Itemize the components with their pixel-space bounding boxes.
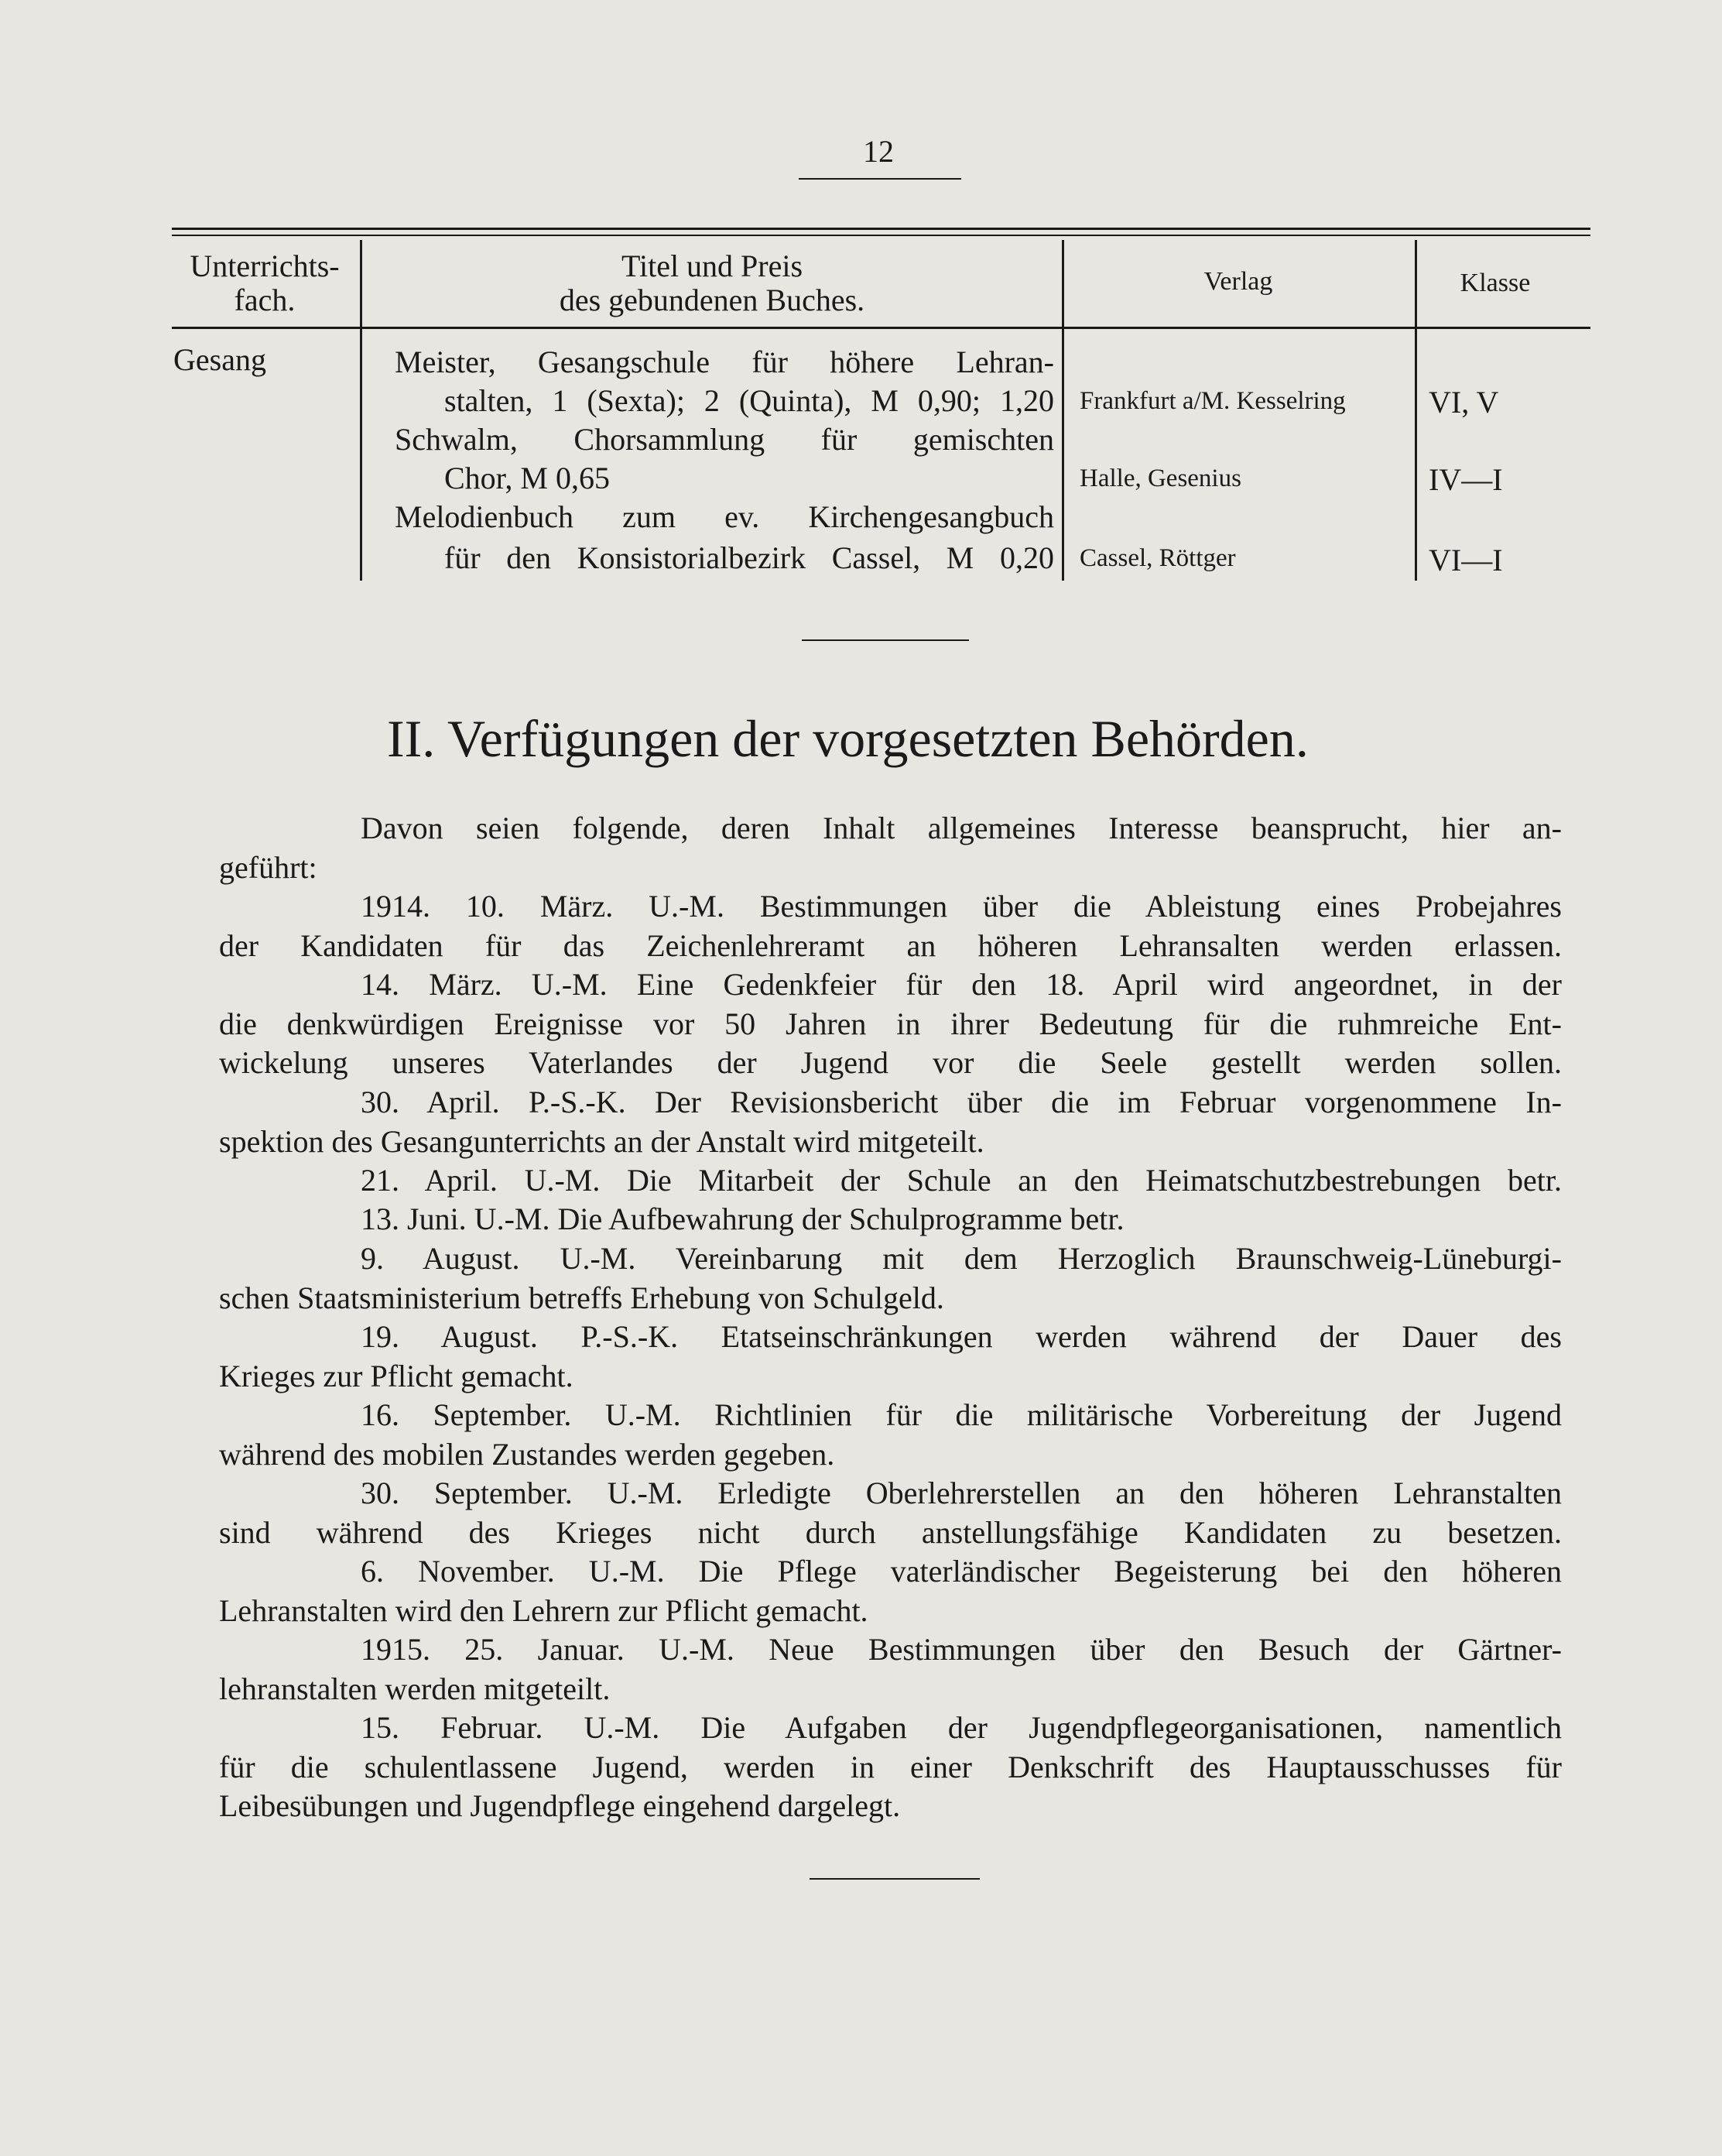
paragraph-line: 21. April. U.-M. Die Mitarbeit der Schule an den Heimatschutzbestrebungen betr. [361, 1163, 1562, 1198]
paragraph-line: während des mobilen Zustandes werden gegeben. [219, 1436, 835, 1472]
paragraph-line: sind während des Krieges nicht durch anstellungsfähige Kandidaten zu besetzen. [219, 1514, 1562, 1550]
paragraph-line: 19. August. P.-S.-K. Etatseinschränkungen werden während der Dauer des [361, 1319, 1562, 1354]
decree-1914-11-06 [219, 1552, 1562, 1630]
header-subject [172, 249, 358, 317]
closing-rule [810, 1878, 980, 1880]
book-2-class: IV—I [1429, 462, 1503, 497]
decree-1914-04-30 [219, 1083, 1562, 1161]
book-3-line-1: Melodienbuch zum ev. Kirchengesangbuch [395, 499, 1054, 534]
header-subject-line-1: Unterrichts- [190, 249, 340, 283]
header-title-line-1: Titel und Preis [621, 249, 803, 283]
paragraph-line: für die schulentlassene Jugend, werden in einer Denkschrift des Hauptausschusses für [219, 1749, 1562, 1784]
page-number: 12 [863, 134, 894, 169]
decree-1914-08-09 [219, 1239, 1562, 1318]
header-title-line-2: des gebundenen Buches. [559, 283, 865, 317]
section-title: II. Verfügungen der vorgesetzten Behörden. [387, 709, 1309, 768]
decree-1915-02-15 [219, 1709, 1562, 1826]
header-publisher: Verlag [1203, 267, 1273, 296]
book-2-line-2: Chor, M 0,65 [444, 461, 610, 495]
decree-1914-09-16 [219, 1396, 1562, 1474]
paragraph-line: 13. Juni. U.-M. Die Aufbewahrung der Schulprogramme betr. [361, 1201, 1125, 1236]
header-title [364, 249, 1060, 317]
table-col-divider-1 [360, 240, 362, 581]
table-subject-cell: Gesang [173, 342, 266, 377]
book-2-line-1: Schwalm, Chorsammlung für gemischten [395, 422, 1054, 457]
paragraph-line: Krieges zur Pflicht gemacht. [219, 1358, 573, 1393]
paragraph-line: 30. September. U.-M. Erledigte Oberlehrerstellen an den höheren Lehranstalten [361, 1476, 1562, 1510]
paragraph-line: wickelung unseres Vaterlandes der Jugend vor die Seele gestellt werden sollen. [219, 1045, 1562, 1080]
page-number-rule [799, 178, 961, 180]
decree-1914-04-21 [219, 1161, 1562, 1201]
paragraph-intro [219, 809, 1562, 887]
table-top-rule-2 [172, 235, 1590, 236]
paragraph-line: die denkwürdigen Ereignisse vor 50 Jahren in ihrer Bedeutung für die ruhmreiche Ent- [219, 1006, 1562, 1041]
table-end-rule [802, 639, 969, 641]
book-1-class: VI, V [1429, 385, 1499, 420]
decree-1914-03-14 [219, 965, 1562, 1083]
paragraph-line: schen Staatsministerium betreffs Erhebung von Schulgeld. [219, 1280, 944, 1315]
decree-1914-06-13 [219, 1200, 1562, 1239]
paragraph-line: 14. März. U.-M. Eine Gedenkfeier für den 18. April wird angeordnet, in der [361, 967, 1562, 1002]
book-2-publisher: Halle, Gesenius [1080, 464, 1241, 492]
paragraph-line: 30. April. P.-S.-K. Der Revisionsbericht über die im Februar vorgenommene In- [361, 1085, 1562, 1119]
paragraph-line: Leibesübungen und Jugendpflege eingehend dargelegt. [219, 1788, 901, 1823]
table-header-rule [172, 327, 1590, 329]
paragraph-line: 1914. 10. März. U.-M. Bestimmungen über die Ableistung eines Probejahres [361, 889, 1562, 924]
paragraph-line: Lehranstalten wird den Lehrern zur Pflicht gemacht. [219, 1592, 868, 1628]
book-3-line-2: für den Konsistorialbezirk Cassel, M 0,20 [444, 540, 1054, 575]
decree-1914-03-10 [219, 887, 1562, 965]
decree-1915-01-25 [219, 1630, 1562, 1709]
table-col-divider-3 [1415, 240, 1417, 581]
header-class: Klasse [1460, 269, 1531, 297]
book-3-publisher: Cassel, Röttger [1080, 544, 1236, 572]
paragraph-line: geführt: [219, 849, 317, 885]
paragraph-line: der Kandidaten für das Zeichenlehreramt an höheren Lehransalten werden erlassen. [219, 927, 1562, 963]
paragraph-line: 16. September. U.-M. Richtlinien für die militärische Vorbereitung der Jugend [361, 1397, 1562, 1432]
book-1-line-1: Meister, Gesangschule für höhere Lehran- [395, 344, 1054, 379]
decree-1914-09-30 [219, 1474, 1562, 1552]
book-3-class: VI—I [1429, 543, 1503, 578]
paragraph-line: 15. Februar. U.-M. Die Aufgaben der Jugendpflegeorganisationen, namentlich [361, 1710, 1562, 1745]
book-1-publisher: Frankfurt a/M. Kesselring [1080, 387, 1346, 415]
header-subject-line-2: fach. [234, 283, 296, 317]
decree-1914-08-19 [219, 1318, 1562, 1396]
paragraph-line: Davon seien folgende, deren Inhalt allgemeines Interesse beansprucht, hier an- [361, 811, 1562, 845]
paragraph-line: spektion des Gesangunterrichts an der Anstalt wird mitgeteilt. [219, 1123, 984, 1159]
table-top-rule [172, 228, 1590, 230]
paragraph-line: 1915. 25. Januar. U.-M. Neue Bestimmungen über den Besuch der Gärtner- [361, 1632, 1562, 1667]
book-1-line-2: stalten, 1 (Sexta); 2 (Quinta), M 0,90; 1,20 [444, 383, 1054, 418]
paragraph-line: 6. November. U.-M. Die Pflege vaterländischer Begeisterung bei den höheren [361, 1554, 1562, 1589]
paragraph-line: 9. August. U.-M. Vereinbarung mit dem Herzoglich Braunschweig-Lüneburgi- [361, 1241, 1562, 1276]
paragraph-line: lehranstalten werden mitgeteilt. [219, 1671, 611, 1706]
